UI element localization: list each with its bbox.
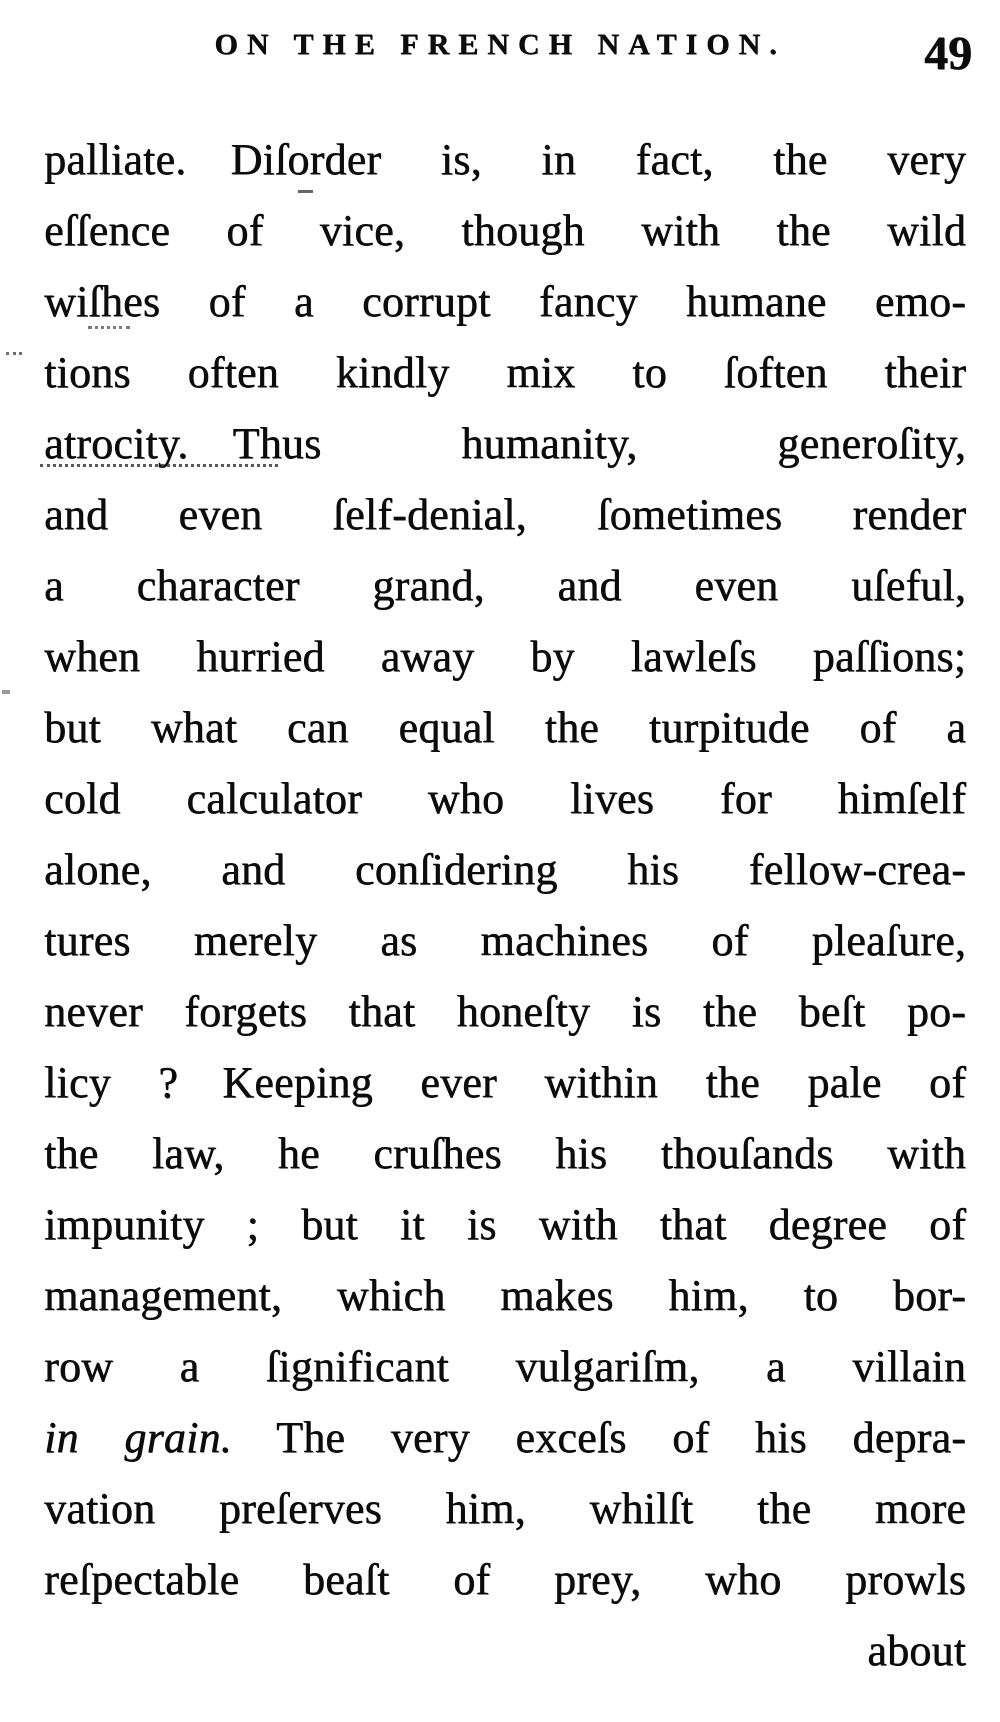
page-number: 49 <box>924 27 972 80</box>
text-line: eſſence of vice, though with the wild <box>44 206 966 255</box>
text-segment: The very exceſs of his depra- <box>231 1413 966 1462</box>
text-line: reſpectable beaſt of prey, who prowls <box>44 1555 966 1604</box>
print-artifact-speck <box>6 352 22 355</box>
text-line: the law, he cruſhes his thouſands with <box>44 1129 966 1178</box>
text-line: a character grand, and even uſeful, <box>44 561 966 610</box>
text-line: impunity ; but it is with that degree of <box>44 1200 966 1249</box>
text-line: vation preſerves him, whilſt the more <box>44 1484 966 1533</box>
text-line: tures merely as machines of pleaſure, <box>44 916 966 965</box>
print-artifact-speck <box>2 690 10 694</box>
text-line: licy ? Keeping ever within the pale of <box>44 1058 966 1107</box>
running-head-title: ON THE FRENCH NATION. <box>214 28 786 61</box>
italic-phrase: in grain. <box>44 1413 232 1462</box>
text-line: wiſhes of a corrupt fancy humane emo- <box>44 277 966 326</box>
text-line: cold calculator who lives for himſelf <box>44 774 966 823</box>
text-line-with-italic <box>44 1402 966 1473</box>
text-line: palliate. Diſorder is, in fact, the very <box>44 135 966 184</box>
text-line: but what can equal the turpitude of a <box>44 703 966 752</box>
text-line: management, which makes him, to bor- <box>44 1271 966 1320</box>
text-line: when hurried away by lawleſs paſſions; <box>44 632 966 681</box>
text-line: never forgets that honeſty is the beſt po- <box>44 987 966 1036</box>
catchword: about <box>867 1626 966 1675</box>
text-line: and even ſelf-denial, ſometimes render <box>44 490 966 539</box>
body-text-block <box>44 124 966 1686</box>
text-line: tions often kindly mix to ſoften their <box>44 348 966 397</box>
text-line: row a ſignificant vulgariſm, a villain <box>44 1342 966 1391</box>
text-line: alone, and conſidering his fellow-crea- <box>44 845 966 894</box>
text-line: atrocity. Thus humanity, generoſity, <box>44 419 966 468</box>
